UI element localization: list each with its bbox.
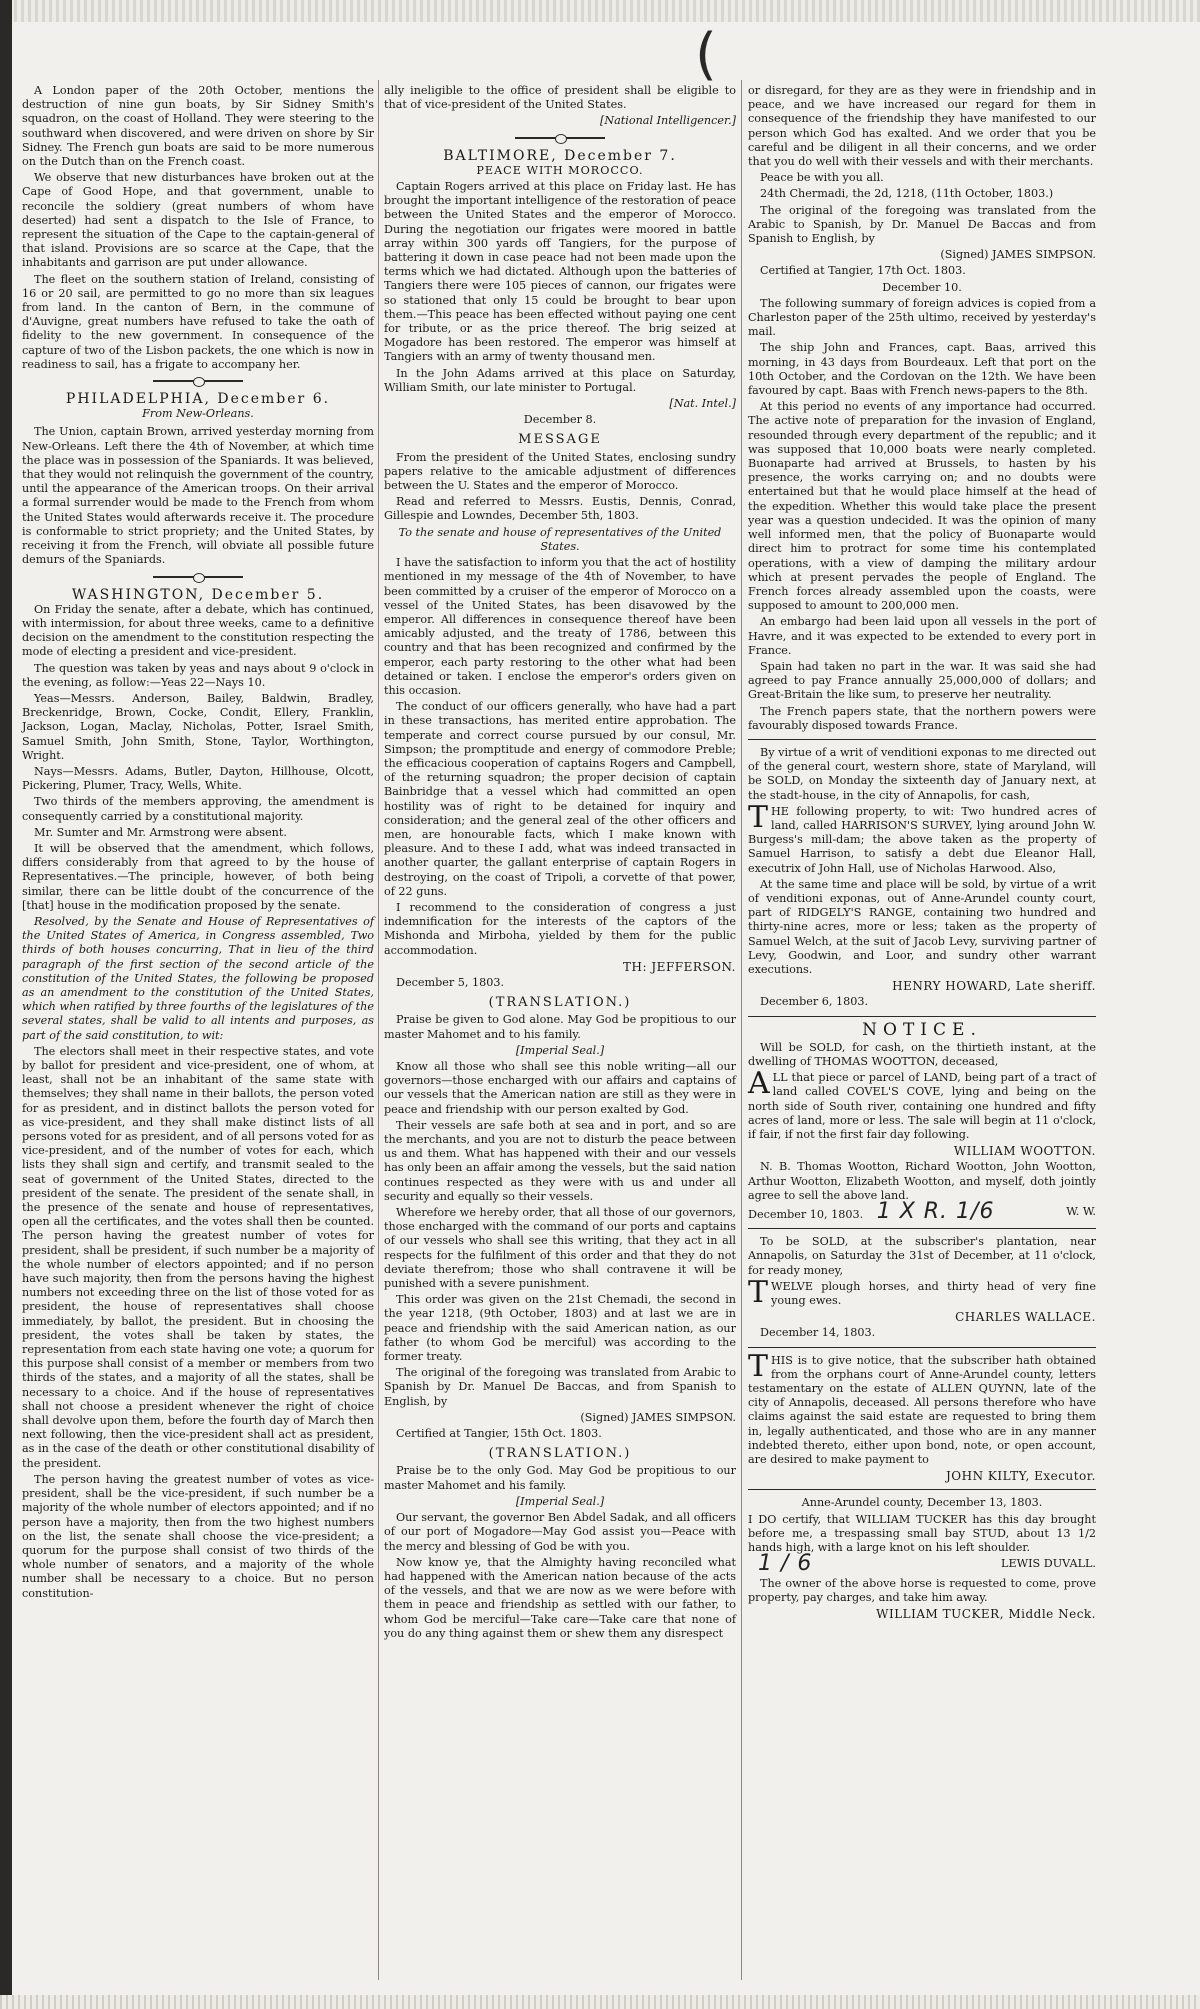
notice-date: December 10, 1803. — [748, 1208, 864, 1222]
message-signature-date: December 5, 1803. — [396, 975, 505, 989]
duvall-signature: LEWIS DUVALL. — [1001, 1557, 1096, 1571]
wallace-date: December 14, 1803. — [760, 1326, 876, 1340]
notice-paragraph: ALL that piece or parcel of LAND, being part of a tract of land called COVEL'S COVE, lying and being on the north side of South river, containing one hundred and fifty acres of land, more or less. The sale will begin at 11 o'clock, if fair, if not the first fair day following. — [748, 1066, 1096, 1142]
washington-paragraph: On Friday the senate, after a debate, which has continued, with intermission, for about three weeks, came to a definitive decision on the amendment to the constitution respecting the mode of electing a president and vice-president. — [22, 602, 374, 659]
translation-paragraph: Praise be to the only God. May God be propitious to our master Mahomet and his family. — [384, 1464, 736, 1492]
imperial-seal: [Imperial Seal.] — [515, 1043, 605, 1057]
column-rule-2 — [741, 80, 742, 1980]
continued-paragraph: 24th Chermadi, the 2d, 1218, (11th October, 1803.) — [760, 187, 1054, 201]
wallace-paragraph: To be SOLD, at the subscriber's plantation, near Annapolis, on Saturday the 31st of December, at 11 o'clock, for ready money, — [748, 1235, 1096, 1277]
message-paragraph: I recommend to the consideration of congress a just indemnification for the interests of the captors of the Mishonda and Mirboha, yielded by them for the public accommodation. — [384, 900, 736, 957]
advert-divider — [748, 739, 1096, 740]
howard-signature: HENRY HOWARD, Late sheriff. — [892, 979, 1096, 994]
certification-line: Certified at Tangier, 17th Oct. 1803. — [760, 264, 966, 278]
notice-paragraph: N. B. Thomas Wootton, Richard Wootton, John Wootton, Arthur Wootton, Elizabeth Wootton, and myself, doth jointly agree to sell the above land. — [748, 1160, 1096, 1202]
baltimore-dateline: BALTIMORE, December 7. — [443, 147, 677, 164]
continued-paragraph: Peace be with you all. — [760, 171, 884, 185]
tucker-paragraph: I DO certify, that WILLIAM TUCKER has this day brought before me, a trespassing small bay STUD, about 13 1/2 hands high, with a large knot on his left shoulder. — [748, 1512, 1096, 1555]
news-paragraph: The following summary of foreign advices is copied from a Charleston paper of the 25th ultimo, received by yesterday's mail. — [748, 296, 1096, 339]
notice-initials: W. W. — [1066, 1205, 1096, 1219]
news-paragraph: An embargo had been laid upon all vessels in the port of Havre, and it was expected to be extended to every port in France. — [748, 615, 1096, 657]
kilty-signature: JOHN KILTY, Executor. — [946, 1469, 1096, 1484]
imperial-seal: [Imperial Seal.] — [515, 1494, 605, 1508]
simpson-signature: (Signed) JAMES SIMPSON. — [580, 1410, 736, 1424]
translation-paragraph: This order was given on the 21st Chemadi, the second in the year 1218, (9th October, 1803) and at last we are in peace and friendship with the said American nation, as our father (to whom God be merciful) was according to the former treaty. — [384, 1293, 736, 1364]
translation-paragraph: Know all those who shall see this noble writing—all our governors—those encharged with our affairs and captains of our vessels that the American nation are still as they were in peace and friendship with our person exalted by God. — [384, 1060, 736, 1116]
writ-paragraph: By virtue of a writ of venditioni exponas to me directed out of the general court, western shore, state of Maryland, will be SOLD, on Monday the sixteenth day of January next, at the stadt-house, in the city of Annapolis, for cash, — [748, 745, 1096, 802]
column-2 — [384, 84, 736, 1643]
writ-paragraph: At the same time and place will be sold, by virtue of a writ of venditioni exponas, out of Anne-Arundel county court, part of RIDGELY'S RANGE, containing two hundred and thirty-nine acres, more or less; taken as the property of Samuel Welch, at the suit of Jacob Levy, surviving partner of Levy, Goodwin, and Loor, and sundry other warrant executions. — [748, 877, 1096, 976]
margin-mark: ( — [695, 22, 717, 87]
amendment-paragraph: The person having the greatest number of votes as vice-president, shall be the vice-president, if such number be a majority of the whole number of electors appointed; and if no person have a majority, then from the two highest numbers on the list, the senate shall choose the vice-president; a quorum for the purpose shall consist of two thirds of the whole number of senators, and a majority of the whole number shall be necessary to a choice. But no person constitution- — [22, 1472, 374, 1600]
handwritten-notation: 1 / 6 — [758, 1551, 813, 1577]
source-credit: [National Intelligencer.] — [599, 114, 736, 128]
continued-paragraph: or disregard, for they are as they were in friendship and in peace, and we have increased our regard for them in consequence of the friendship they have manifested to our person which God has exalted. And we order that you be careful and be diligent in all their concerns, and we order that you do well with their vessels and with their merchants. — [748, 84, 1096, 169]
ireland-paragraph: The fleet on the southern station of Ireland, consisting of 16 or 20 sail, are permitted to go no more than six leagues from land. In the canton of Bern, in the commune of d'Auvigne, great numbers have refused to take the oath of fidelity to the new government. In consequence of the capture of two of the Lisbon packets, the one which is now in readiness to sail, has a frigate to accompany her. — [22, 272, 374, 371]
translation-paragraph: The original of the foregoing was translated from Arabic to Spanish by Dr. Manuel De Baccas, and from Spanish to English, by — [384, 1366, 736, 1408]
washington-paragraph: Mr. Sumter and Mr. Armstrong were absent. — [34, 825, 287, 839]
scan-top-edge — [0, 0, 1200, 22]
writ-date: December 6, 1803. — [760, 995, 869, 1009]
translation-paragraph: Praise be given to God alone. May God be propitious to our master Mahomet and to his family. — [384, 1013, 736, 1041]
message-address: To the senate and house of representatives of the United States. — [398, 525, 722, 553]
philadelphia-dateline: PHILADELPHIA, December 6. — [65, 391, 331, 408]
news-paragraph: The French papers state, that the northern powers were favourably disposed towards France. — [748, 704, 1096, 732]
continued-paragraph: ally ineligible to the office of president shall be eligible to that of vice-president of the United States. — [384, 84, 736, 112]
tucker-signature: WILLIAM TUCKER, Middle Neck. — [876, 1606, 1096, 1621]
source-credit: [Nat. Intel.] — [669, 397, 736, 411]
translation-paragraph: Wherefore we hereby order, that all those of our governors, those encharged with the command of our ports and captains of our vessels who shall see this writing, that they act in all respects for the fulfilment of this order and that they do not deviate therefrom; those who shall contravene it will be punished with a severe punishment. — [384, 1206, 736, 1291]
message-heading: MESSAGE — [518, 432, 602, 448]
message-date: December 8. — [523, 413, 597, 427]
baltimore-paragraph: In the John Adams arrived at this place on Saturday, William Smith, our late minister to Portugal. — [384, 366, 736, 394]
notice-date-line — [748, 1199, 1096, 1225]
washington-dateline: WASHINGTON, December 5. — [71, 586, 325, 603]
column-3 — [748, 84, 1096, 1623]
wootton-signature: WILLIAM WOOTTON. — [953, 1144, 1096, 1159]
kilty-paragraph: THIS is to give notice, that the subscriber hath obtained from the orphans court of Anne-Arundel county, letters testamentary on the estate of ALLEN QUYNN, late of the city of Annapolis, deceased. All persons therefore who have claims against the said estate are requested to bring them in, legally authenticated, and those who are in any manner indebted thereto, either upon bond, note, or open account, are desired to make payment to — [748, 1348, 1096, 1467]
wallace-paragraph: TWELVE plough horses, and thirty head of very fine young ewes. — [748, 1274, 1096, 1310]
column-1 — [22, 84, 374, 1603]
advert-divider — [748, 1228, 1096, 1229]
notice-heading: NOTICE. — [862, 1019, 982, 1040]
london-paragraph: A London paper of the 20th October, mentions the destruction of nine gun boats, by Sir Sidney Smith's squadron, on the coast of Holland. They were steering to the southward when discovered, and were driven on shore by Sir Sidney. The French gun boats are said to be more numerous on the Dutch than on the French coast. — [22, 84, 374, 169]
nays-list: Nays—Messrs. Adams, Butler, Dayton, Hillhouse, Olcott, Pickering, Plumer, Tracy, Wells, White. — [22, 764, 374, 793]
translation-heading: (TRANSLATION.) — [488, 995, 632, 1011]
washington-paragraph: Two thirds of the members approving, the amendment is consequently carried by a constitutional majority. — [22, 795, 374, 823]
washington-paragraph: The question was taken by yeas and nays about 9 o'clock in the evening, as follow:—Yeas 22—Nays 10. — [22, 661, 374, 689]
ornament-divider — [153, 572, 243, 582]
philadelphia-paragraph: The Union, captain Brown, arrived yesterday morning from New-Orleans. Left there the 4th of November, at which time the place was in possession of the Spaniards. It was believed, that they would not relinquish the government of the country, until the appearance of the American troops. On their arrival a formal surrender would be made to the French from whom the United States would afterwards receive it. The procedure is conformable to strict propriety; and the United States, by receiving it from the French, will obviate all possible future demurs of the Spaniards. — [22, 425, 374, 567]
message-paragraph: I have the satisfaction to inform you that the act of hostility mentioned in my message of the 4th of November, to have been committed by a cruiser of the emperor of Morocco on a vessel of the United States, has been disavowed by the emperor. All differences in consequence thereof have been amicably adjusted, and the treaty of 1786, between this country and that has been recognized and confirmed by the emperor, each party restoring to the other what had been detained or taken. I enclose the emperor's orders given on this occasion. — [384, 556, 736, 697]
translation-heading: (TRANSLATION.) — [488, 1446, 632, 1462]
washington-paragraph: It will be observed that the amendment, which follows, differs considerably from that agreed to by the house of Representatives.—The principle, however, of both being similar, there can be little doubt of the concurrence of the [that] house in the modification proposed by the senate. — [22, 841, 374, 912]
news-date: December 10. — [882, 280, 962, 294]
simpson-signature: (Signed) JAMES SIMPSON. — [940, 248, 1096, 262]
philadelphia-subhead: From New-Orleans. — [142, 407, 254, 421]
tucker-justice-line — [748, 1551, 1096, 1577]
certification-line: Certified at Tangier, 15th Oct. 1803. — [396, 1427, 602, 1441]
ornament-divider — [515, 133, 605, 143]
news-paragraph: The ship John and Frances, capt. Baas, arrived this morning, in 43 days from Bourdeaux. Left that port on the 10th October, and the Cordovan on the 12th. We have been favoured by capt. Baas with French news-papers to the 8th. — [748, 341, 1096, 398]
ornament-divider — [153, 376, 243, 386]
advert-divider — [748, 1347, 1096, 1348]
message-paragraph: The conduct of our officers generally, who have had a part in these transactions, has merited entire approbation. The temperate and correct course pursued by our consul, Mr. Simpson; the promptitude and energy of commodore Preble; the efficacious cooperation of captains Rogers and Campbell, of the returning squadron; the proper decision of captain Bainbridge that a vessel which had committed an open hostility was of right to be detained for inquiry and consideration; and the general zeal of the other officers and men, are honourable facts, which I make known with pleasure. And to these I add, what was indeed transacted in another quarter, the gallant enterprise of captain Rogers in destroying, on the coast of Tripoli, a corvette of that power, of 22 guns. — [384, 700, 736, 898]
translation-paragraph: Our servant, the governor Ben Abdel Sadak, and all officers of our port of Mogadore—May God assist you—Peace with the mercy and blessing of God be with you. — [384, 1511, 736, 1553]
scan-left-edge — [0, 0, 12, 2009]
cape-paragraph: We observe that new disturbances have broken out at the Cape of Good Hope, and that government, unable to reconcile the soldiery (great numbers of whom have deserted) had sent a dispatch to the Isle of France, to represent the situation of the Cape to the captain-general of that island. Provisions are so scarce at the Cape, that the inhabitants and garrison are put under allowance. — [22, 171, 374, 270]
scan-bottom-edge — [0, 1995, 1200, 2009]
advert-divider — [748, 1016, 1096, 1017]
notice-paragraph: Will be SOLD, for cash, on the thirtieth instant, at the dwelling of THOMAS WOOTTON, deceased, — [748, 1040, 1096, 1068]
resolved-paragraph: Resolved, by the Senate and House of Representatives of the United States of America, in Congress assembled, Two thirds of both houses concurring, That in lieu of the third paragraph of the first section of the second article of the constitution of the United States, the following be proposed as an amendment to the constitution of the United States, which when ratified by three fourths of the legislatures of the several states, shall be valid to all intents and purposes, as part of the said constitution, to wit: — [22, 914, 374, 1042]
baltimore-paragraph: Captain Rogers arrived at this place on Friday last. He has brought the important intelligence of the restoration of peace between the United States and the emperor of Morocco. During the negotiation our frigates were moored in battle array within 300 yards off Tangiers, for the purpose of battering it down in case peace had not been made upon the terms which we had dictated. Although upon the batteries of Tangiers there were 105 pieces of cannon, our frigates were so stationed that only 15 could be brought to bear upon them.—This peace has been effected without paying one cent for tribute, or as the price thereof. The brig seized at Mogadore has been restored. The emperor was himself at Tangiers with an army of twenty thousand men. — [384, 180, 736, 364]
column-rule-1 — [378, 80, 379, 1980]
jefferson-signature: TH: JEFFERSON. — [623, 959, 736, 974]
news-paragraph: Spain had taken no part in the war. It was said she had agreed to pay France annually 25,000,000 of dollars; and Great-Britain the like sum, to preserve her neutrality. — [748, 659, 1096, 702]
baltimore-subhead: PEACE WITH MOROCCO. — [476, 163, 644, 177]
wallace-signature: CHARLES WALLACE. — [955, 1310, 1096, 1325]
continued-paragraph: The original of the foregoing was translated from the Arabic to Spanish, by Dr. Manuel De Baccas and from Spanish to English, by — [748, 203, 1096, 246]
tucker-paragraph: The owner of the above horse is requested to come, prove property, pay charges, and take him away. — [748, 1576, 1096, 1604]
news-paragraph: At this period no events of any importance had occurred. The active note of preparation for the invasion of England, resounded through every department of the republic; and it was supposed that 10,000 boats were nearly completed. Buonaparte had arrived at Brussels, to hasten by his presence, the works carrying on; and no doubts were entertained but that he would place himself at the head of the expedition. Whether this would take place the present year was a question undecided. It was the opinion of many well informed men, that the policy of Buonaparte would direct him to protract for some time his contemplated operations, with a view of damping the military ardour which at present pervades the people of England. The French forces already assembled upon the coasts, were supposed to amount to 200,000 men. — [748, 400, 1096, 613]
tucker-place: Anne-Arundel county, December 13, 1803. — [801, 1496, 1043, 1510]
translation-paragraph: Now know ye, that the Almighty having reconciled what had happened with the American nation because of the acts of the vessels, and that we are now as we were before with them in peace and friendship as settled with our father, to whom God be merciful—Take care—Take care that none of you do any thing against them or shew them any disrespect — [384, 1555, 736, 1640]
handwritten-notation: 1 X R. 1/6 — [876, 1199, 995, 1225]
message-paragraph: From the president of the United States, enclosing sundry papers relative to the amicable adjustment of differences between the U. States and the emperor of Morocco. — [384, 450, 736, 493]
writ-paragraph: THE following property, to wit: Two hundred acres of land, called HARRISON'S SURVEY, lying around John W. Burgess's mill-dam; the above taken as the property of Samuel Harrison, to satisfy a debt due Eleanor Hall, executrix of John Hall, use of Nicholas Harwood. Also, — [748, 799, 1096, 875]
advert-divider — [748, 1489, 1096, 1490]
yeas-list: Yeas—Messrs. Anderson, Bailey, Baldwin, Bradley, Breckenridge, Brown, Cocke, Condit, Ellery, Franklin, Jackson, Logan, Maclay, Nicholas, Potter, Israel Smith, Samuel Smith, John Smith, Stone, Taylor, Worthington, Wright. — [22, 691, 374, 762]
message-paragraph: Read and referred to Messrs. Eustis, Dennis, Conrad, Gillespie and Lowndes, December 5th, 1803. — [384, 495, 736, 523]
translation-paragraph: Their vessels are safe both at sea and in port, and so are the merchants, and you are not to disturb the peace between us and them. What has happened with their and our vessels has only been an affair among the vessels, but the said nation continues respected as they were with us and under all security and equally so their vessels. — [384, 1118, 736, 1203]
amendment-paragraph: The electors shall meet in their respective states, and vote by ballot for president and vice-president, one of whom, at least, shall not be an inhabitant of the same state with themselves; they shall name in their ballots, the person voted for as president, and in distinct ballots the person voted for as vice-president, and they shall make distinct lists of all persons voted for as president, and of all persons voted for as vice-president, and of the number of votes for each, which lists they shall sign and certify, and transmit sealed to the seat of government of the United States, directed to the president of the senate. The president of the senate shall, in the presence of the senate and house of representatives, open all the certificates, and the votes shall then be counted. The person having the greatest number of votes for president, shall be president, if such number be a majority of the whole number of electors appointed; and if no person have such majority, then from the persons having the highest numbers not exceeding three on the list of those voted for as president, the house of representatives shall choose immediately, by ballot, the president. But in choosing the president, the votes shall be taken by states, the representation from each state having one vote; a quorum for this purpose shall consist of a member or members from two thirds of the states, and a majority of all the states, shall be necessary to a choice. And if the house of representatives shall not choose a president whenever the right of choice shall devolve upon them, before the fourth day of March then next following, then the vice-president shall act as president, as in the case of the death or other constitutional disability of the president. — [22, 1044, 374, 1470]
